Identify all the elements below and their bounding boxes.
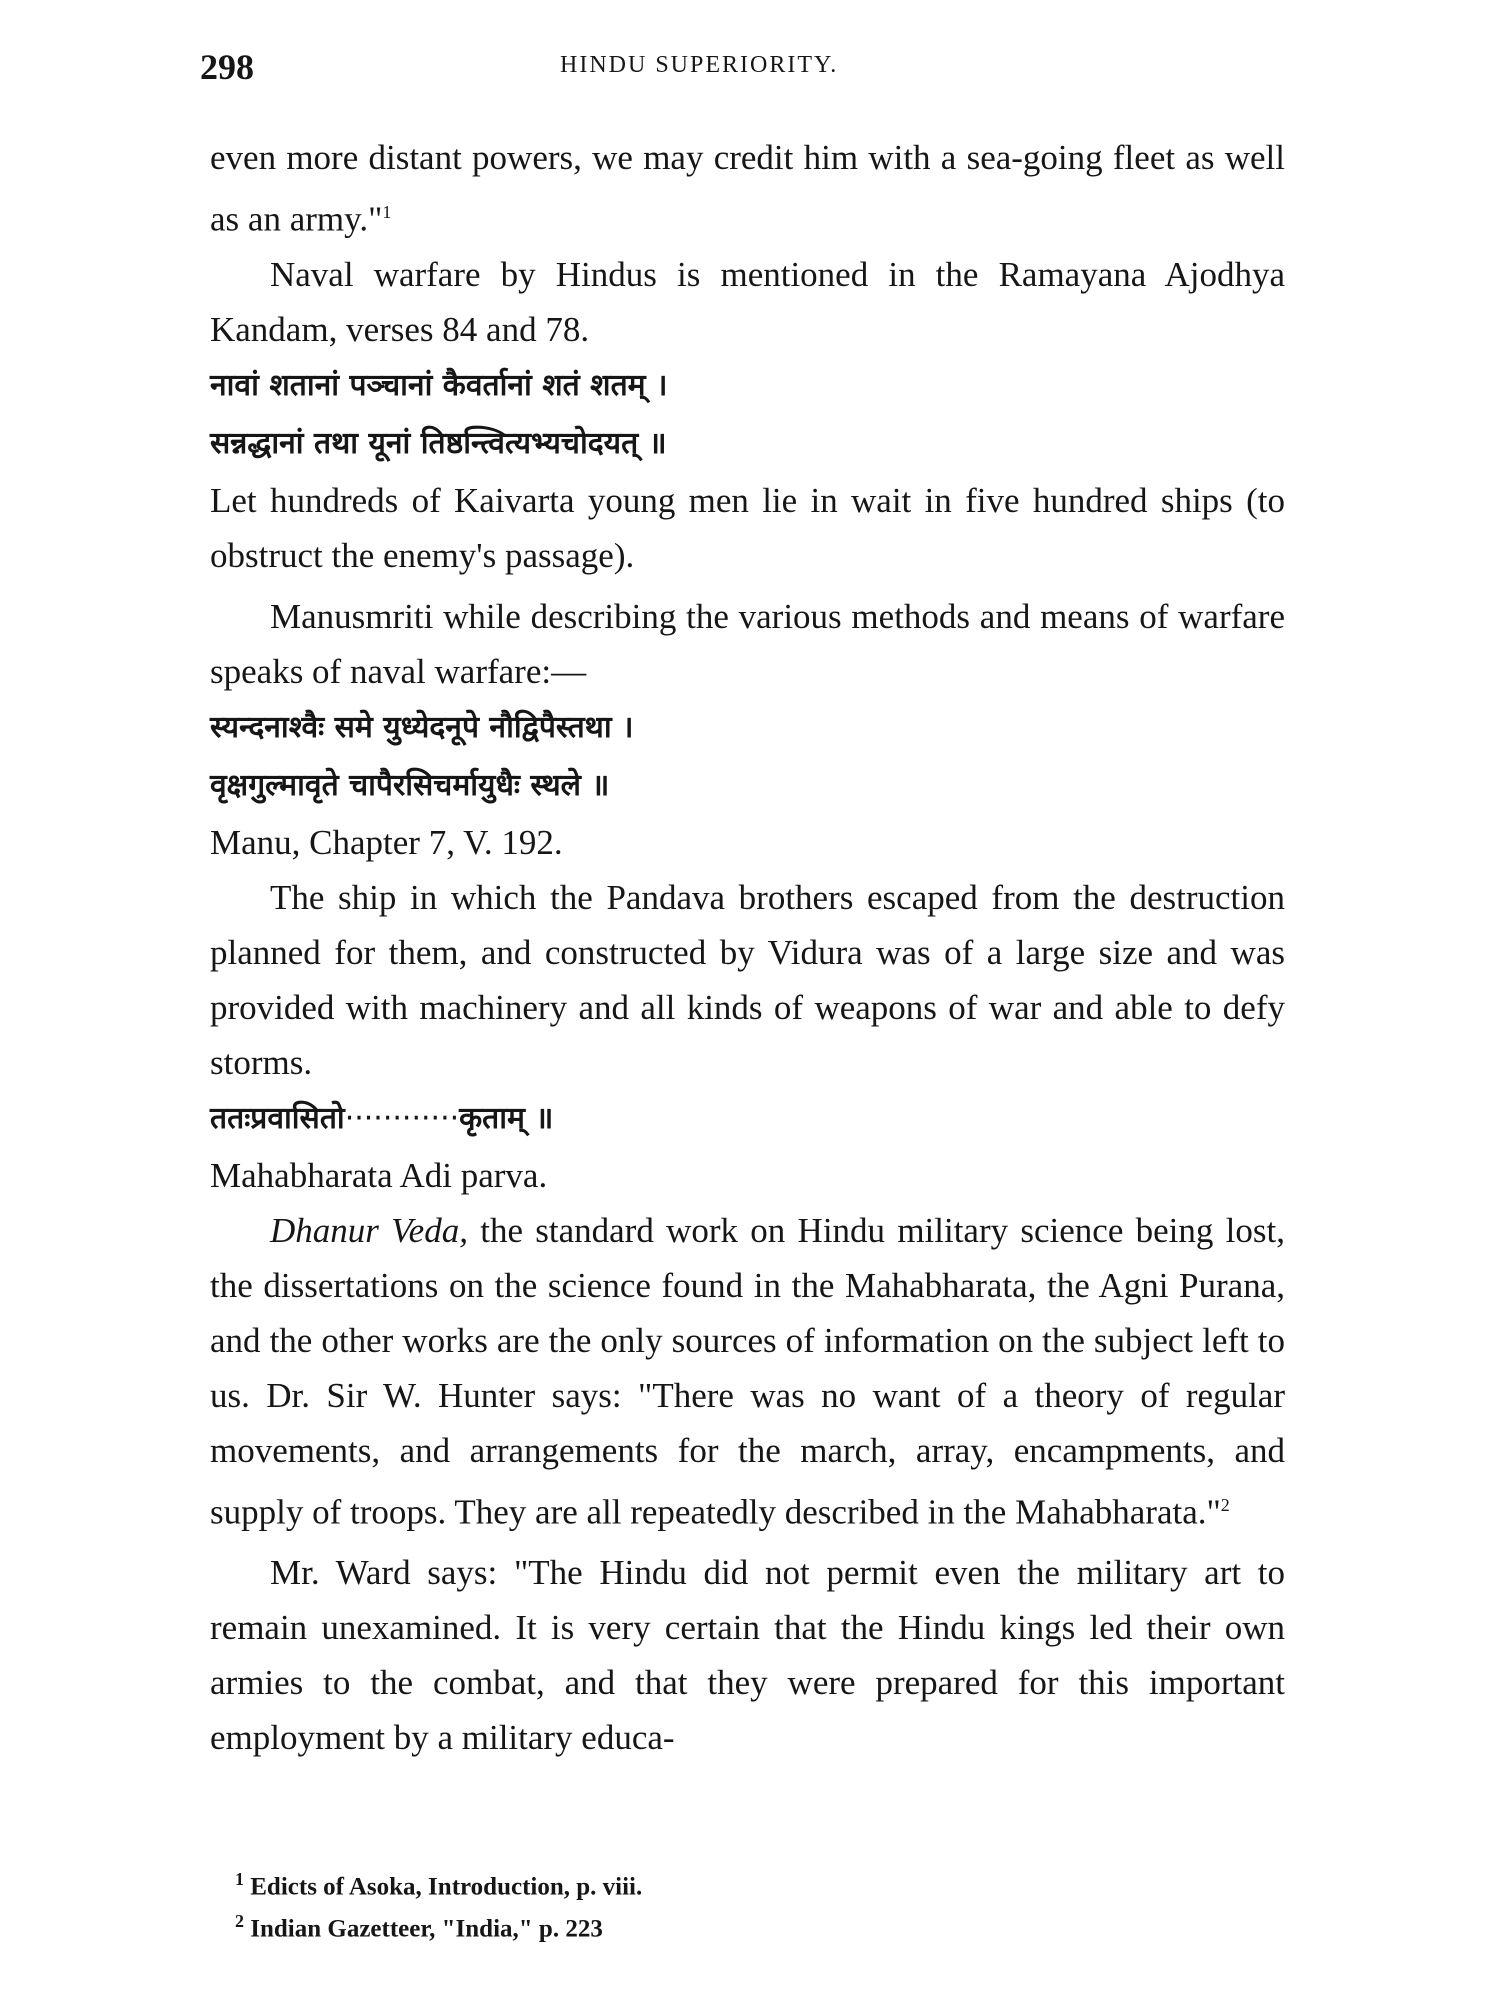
sanskrit-verse-3-end: कृताम् ॥ xyxy=(459,1100,554,1136)
sanskrit-verse-2-line-2: वृक्षगुल्मावृते चापैरसिचर्मायुधैः स्थले ॥ xyxy=(210,767,610,803)
paragraph-continuation: even more distant powers, we may credit him with a sea-going fleet as well as an army."$^1$ xyxy=(210,138,1285,239)
paragraph-mr-ward: Mr. Ward says: "The Hindu did not permit even the military art to remain unexamined. It is very certain that the Hindu kings led their own armies to the combat, and that they were prepared for this important employment by a military educa- xyxy=(210,1553,1285,1758)
paragraph-dhanur-veda: Dhanur Veda, the standard work on Hindu military science being lost, the dissertations on the science found in the Mahabharata, the Agni Purana, and the other works are the only sources of information on the subject left to us. Dr. Sir W. Hunter says: "There was no want of a theory of regular movements, and arrangements for the march, array, encampments, and supply of troops. They are all repeatedly described in the Mahabharata."$^2$ xyxy=(210,1210,1285,1532)
paragraph-manusmriti: Manusmriti while describing the various methods and means of warfare speaks of naval warfare:— xyxy=(210,596,1285,691)
footnote-1: $^1$ Edicts of Asoka, Introduction, p. viii. xyxy=(235,1869,643,1901)
body-text xyxy=(210,130,1285,1765)
footnote-ref-2: 2 xyxy=(1220,1494,1230,1515)
running-head: HINDU SUPERIORITY. xyxy=(560,52,839,78)
footnote-ref-1: 1 xyxy=(382,202,392,222)
sanskrit-verse-3 xyxy=(210,1090,1285,1148)
paragraph-naval-warfare: Naval warfare by Hindus is mentioned in the Ramayana Ajodhya Kandam, verses 84 and 78. xyxy=(210,254,1285,349)
dhanur-veda-title: Dhanur Veda, xyxy=(270,1210,468,1250)
page-header xyxy=(200,46,1300,106)
paragraph-pandava-ship: The ship in which the Pandava brothers escaped from the destruction planned for them, and constructed by Vidura was of a large size and was provided with machinery and all kinds of weapons of war and able to defy storms. xyxy=(210,877,1285,1082)
paragraph-translation: Let hundreds of Kaivarta young men lie in wait in five hundred ships (to obstruct the enemy's passage). xyxy=(210,480,1285,575)
sanskrit-verse-1-line-2: सन्नद्धानां तथा यूनां तिष्ठन्त्वित्यभ्यचोदयत् ॥ xyxy=(210,425,667,461)
citation-manu: Manu, Chapter 7, V. 192. xyxy=(210,822,563,862)
sanskrit-verse-1-line-1: नावां शतानां पञ्चानां कैवर्तानां शतं शतम् । xyxy=(210,367,668,403)
footnotes xyxy=(235,1862,1135,1947)
sanskrit-verse-2-line-1: स्यन्दनाश्वैः समे युध्येदनूपे नौद्विपैस्तथा । xyxy=(210,709,634,745)
footnote-2: $^2$ Indian Gazetteer, "India," p. 223 xyxy=(235,1911,603,1943)
citation-mahabharata: Mahabharata Adi parva. xyxy=(210,1155,548,1195)
page-number: 298 xyxy=(200,47,254,87)
sanskrit-verse-3-start: ततःप्रवासितो xyxy=(210,1100,345,1136)
ellipsis-dots: ············ xyxy=(344,1100,460,1136)
